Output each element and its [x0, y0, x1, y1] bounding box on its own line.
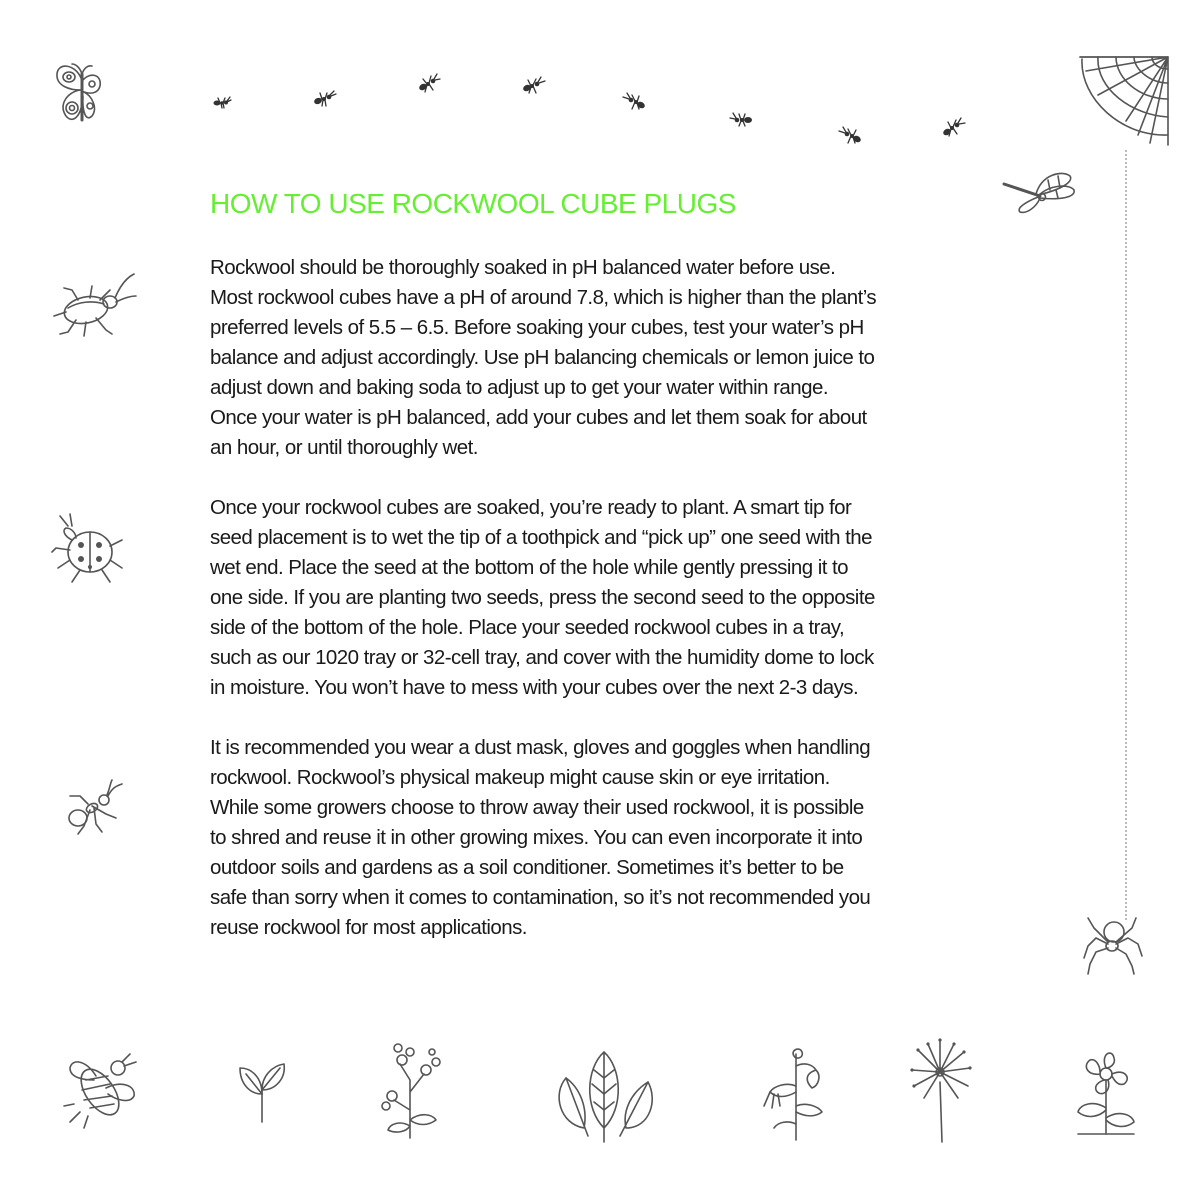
- dandelion-icon: [908, 1040, 974, 1144]
- ant-icon: [622, 92, 648, 112]
- text-line: to shred and reuse it in other growing mixes. You can even incorporate it into: [210, 826, 863, 849]
- text-line: wet end. Place the seed at the bottom of the hole while gently pressing it to: [210, 556, 848, 579]
- text-line: seed placement is to wet the tip of a toothpick and “pick up” one seed with the: [210, 526, 872, 549]
- text-line: an hour, or until thoroughly wet.: [210, 436, 478, 459]
- cockroach-icon: [50, 272, 136, 338]
- text-line: adjust down and baking soda to adjust up to get your water within range.: [210, 376, 828, 399]
- paragraph-soaking: [210, 253, 1040, 463]
- ant-icon: [838, 126, 864, 146]
- text-line: in moisture. You won’t have to mess with your cubes over the next 2-3 days.: [210, 676, 859, 699]
- bee-icon: [60, 1052, 142, 1128]
- ladybug-icon: [50, 512, 128, 584]
- ant-icon: [520, 76, 546, 96]
- ant-icon: [940, 118, 966, 138]
- ant-icon: [730, 112, 754, 128]
- text-line: Once your water is pH balanced, add your cubes and let them soak for about: [210, 406, 867, 429]
- ant-icon: [312, 90, 338, 108]
- spider-icon: [1080, 908, 1146, 978]
- text-line: rockwool. Rockwool’s physical makeup might cause skin or eye irritation.: [210, 766, 830, 789]
- text-line: Rockwool should be thoroughly soaked in pH balanced water before use.: [210, 256, 836, 279]
- text-line: side of the bottom of the hole. Place your seeded rockwool cubes in a tray,: [210, 616, 845, 639]
- leaves-icon: [548, 1048, 660, 1144]
- paragraph-planting: [210, 493, 1040, 703]
- text-line: one side. If you are planting two seeds, press the second seed to the opposite: [210, 586, 875, 609]
- butterfly-icon: [50, 60, 112, 130]
- flower-icon: [1070, 1046, 1142, 1136]
- text-line: reuse rockwool for most applications.: [210, 916, 527, 939]
- sprout-icon: [236, 1060, 288, 1124]
- text-line: outdoor soils and gardens as a soil conditioner. Sometimes it’s better to be: [210, 856, 844, 879]
- spider-thread: [1125, 150, 1127, 920]
- text-line: It is recommended you wear a dust mask, gloves and goggles when handling: [210, 736, 871, 759]
- text-line: preferred levels of 5.5 – 6.5. Before soaking your cubes, test your water’s pH: [210, 316, 864, 339]
- text-line: While some growers choose to throw away their used rockwool, it is possible: [210, 796, 864, 819]
- body-text: [210, 253, 1040, 943]
- text-line: balance and adjust accordingly. Use pH balancing chemicals or lemon juice to: [210, 346, 875, 369]
- text-line: Most rockwool cubes have a pH of around 7.8, which is higher than the plant’s: [210, 286, 877, 309]
- text-line: Once your rockwool cubes are soaked, you’re ready to plant. A smart tip for: [210, 496, 852, 519]
- fuchsia-icon: [760, 1046, 836, 1142]
- spiderweb-icon: [1078, 55, 1170, 147]
- ant-icon: [416, 74, 442, 94]
- page-title: HOW TO USE ROCKWOOL CUBE PLUGS: [210, 188, 736, 219]
- ant-icon: [62, 780, 124, 836]
- dragonfly-icon: [1000, 168, 1078, 216]
- paragraph-safety: [210, 733, 1040, 943]
- text-line: safe than sorry when it comes to contamination, so it’s not recommended you: [210, 886, 871, 909]
- ant-icon: [212, 96, 234, 110]
- text-line: such as our 1020 tray or 32-cell tray, and cover with the humidity dome to lock: [210, 646, 874, 669]
- flower-stem-icon: [380, 1040, 446, 1140]
